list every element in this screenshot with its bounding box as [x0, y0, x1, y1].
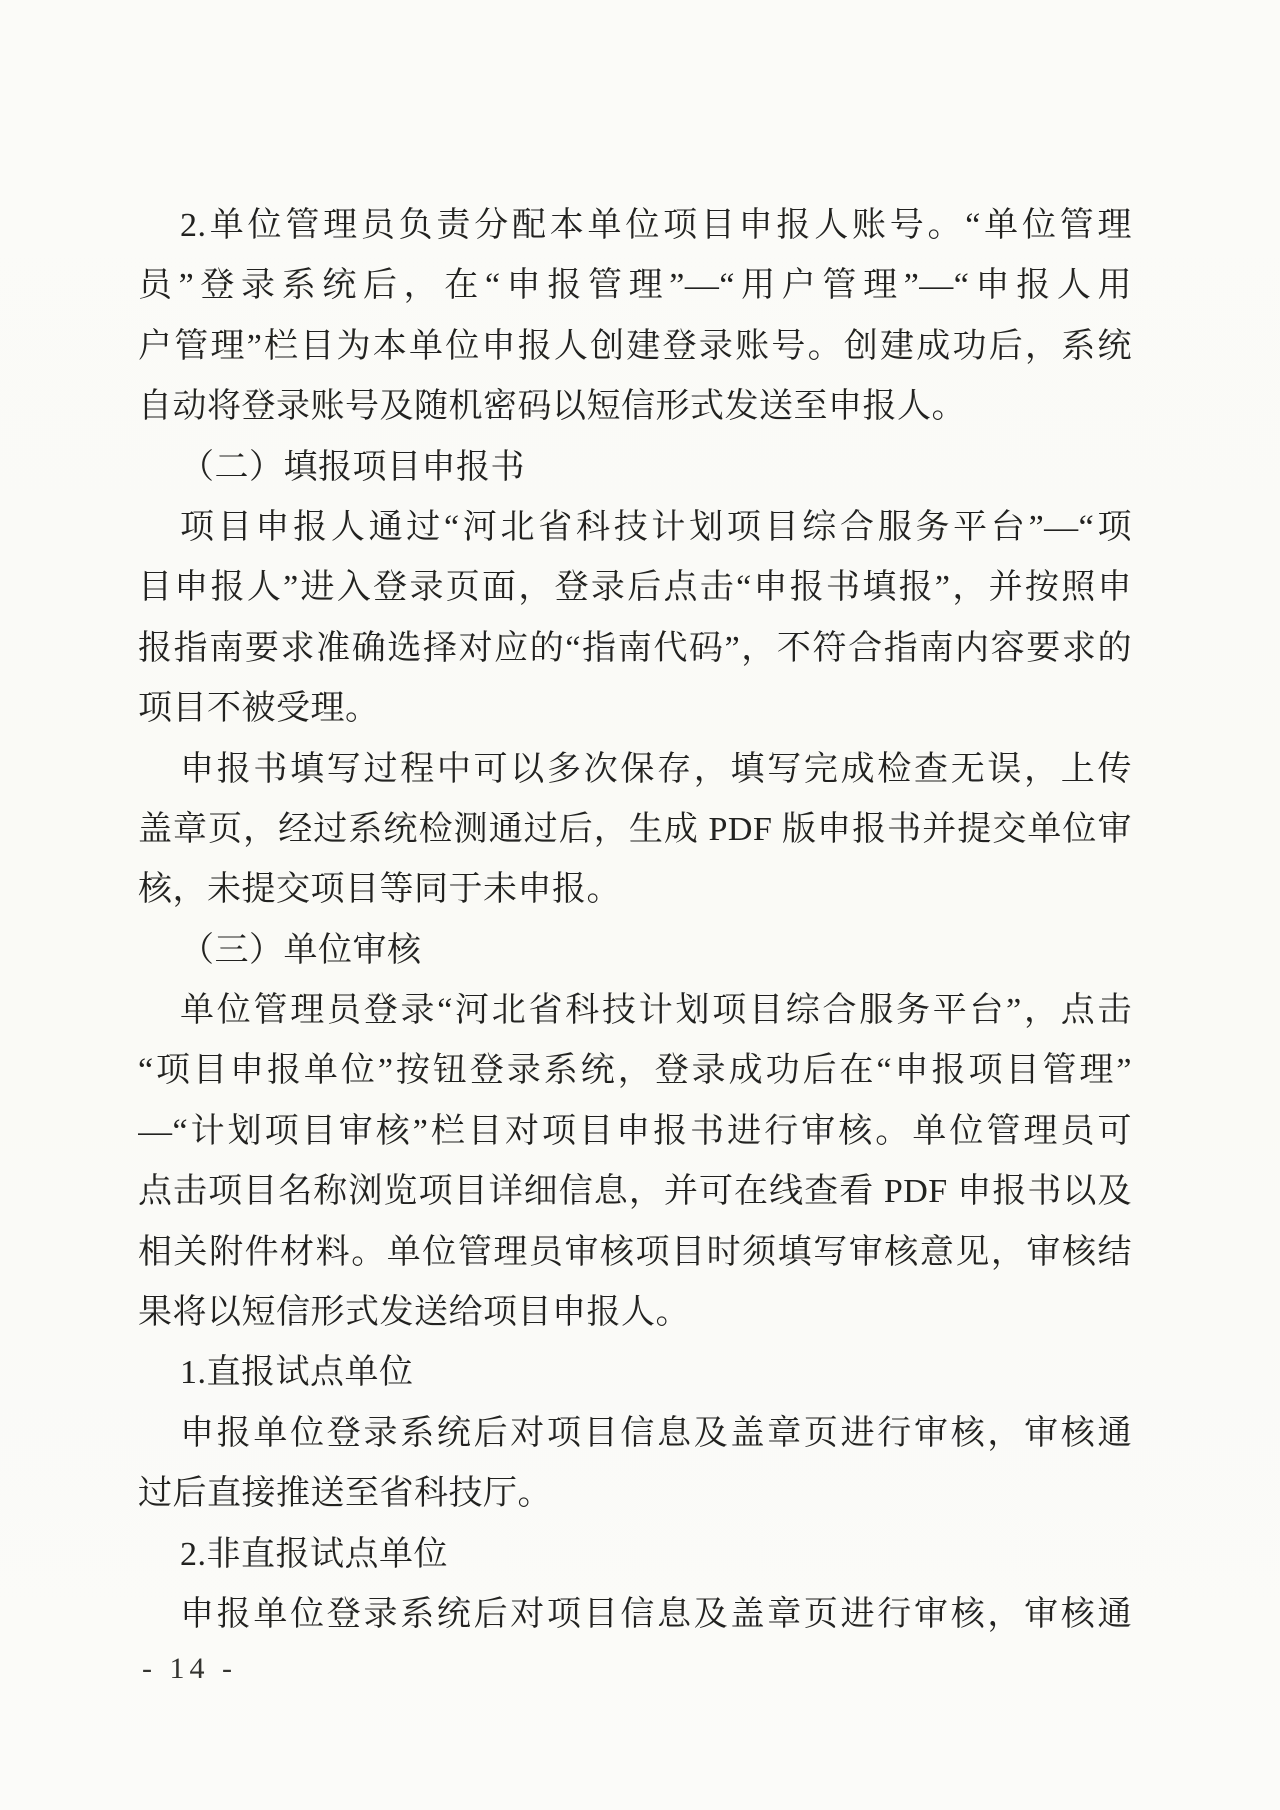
text-line-16: —“计划项目审核”栏目对项目申报书进行审核。单位管理员可 — [138, 1112, 1132, 1150]
text-line-4: 自动将登录账号及随机密码以短信形式发送至申报人。 — [138, 388, 966, 426]
text-line-6: 项目申报人通过“河北省科技计划项目综合服务平台”—“项 — [180, 508, 1132, 546]
text-line-3: 户管理”栏目为本单位申报人创建登录账号。创建成功后，系统 — [138, 327, 1132, 365]
text-line-19: 果将以短信形式发送给项目申报人。 — [138, 1294, 690, 1332]
text-line-13: （三）单位审核 — [180, 931, 422, 969]
text-line-9: 项目不被受理。 — [138, 690, 380, 728]
text-line-8: 报指南要求准确选择对应的“指南代码”，不符合指南内容要求的 — [138, 629, 1132, 667]
text-line-24: 申报单位登录系统后对项目信息及盖章页进行审核，审核通 — [180, 1595, 1132, 1633]
text-line-15: “项目申报单位”按钮登录系统，登录成功后在“申报项目管理” — [138, 1052, 1132, 1090]
text-line-10: 申报书填写过程中可以多次保存，填写完成检查无误，上传 — [180, 750, 1132, 788]
document-body — [138, 196, 1132, 1645]
text-line-18: 相关附件材料。单位管理员审核项目时须填写审核意见，审核结 — [138, 1233, 1132, 1271]
text-line-1: 2.单位管理员负责分配本单位项目申报人账号。“单位管理 — [180, 207, 1132, 244]
text-line-23: 2.非直报试点单位 — [180, 1535, 448, 1573]
text-line-11: 盖章页，经过系统检测通过后，生成 PDF 版申报书并提交单位审 — [138, 810, 1132, 848]
text-line-21: 申报单位登录系统后对项目信息及盖章页进行审核，审核通 — [180, 1414, 1132, 1452]
text-line-14: 单位管理员登录“河北省科技计划项目综合服务平台”，点击 — [180, 992, 1132, 1030]
text-line-22: 过后直接推送至省科技厅。 — [138, 1475, 552, 1513]
text-line-12: 核，未提交项目等同于未申报。 — [138, 871, 621, 909]
text-line-2: 员”登录系统后，在“申报管理”—“用户管理”—“申报人用 — [138, 267, 1132, 305]
text-line-20: 1.直报试点单位 — [180, 1354, 414, 1392]
page-number: - 14 - — [142, 1652, 237, 1685]
text-line-17: 点击项目名称浏览项目详细信息，并可在线查看 PDF 申报书以及 — [138, 1173, 1132, 1211]
text-line-7: 目申报人”进入登录页面，登录后点击“申报书填报”，并按照申 — [138, 569, 1132, 607]
text-line-5: （二）填报项目申报书 — [180, 448, 525, 486]
